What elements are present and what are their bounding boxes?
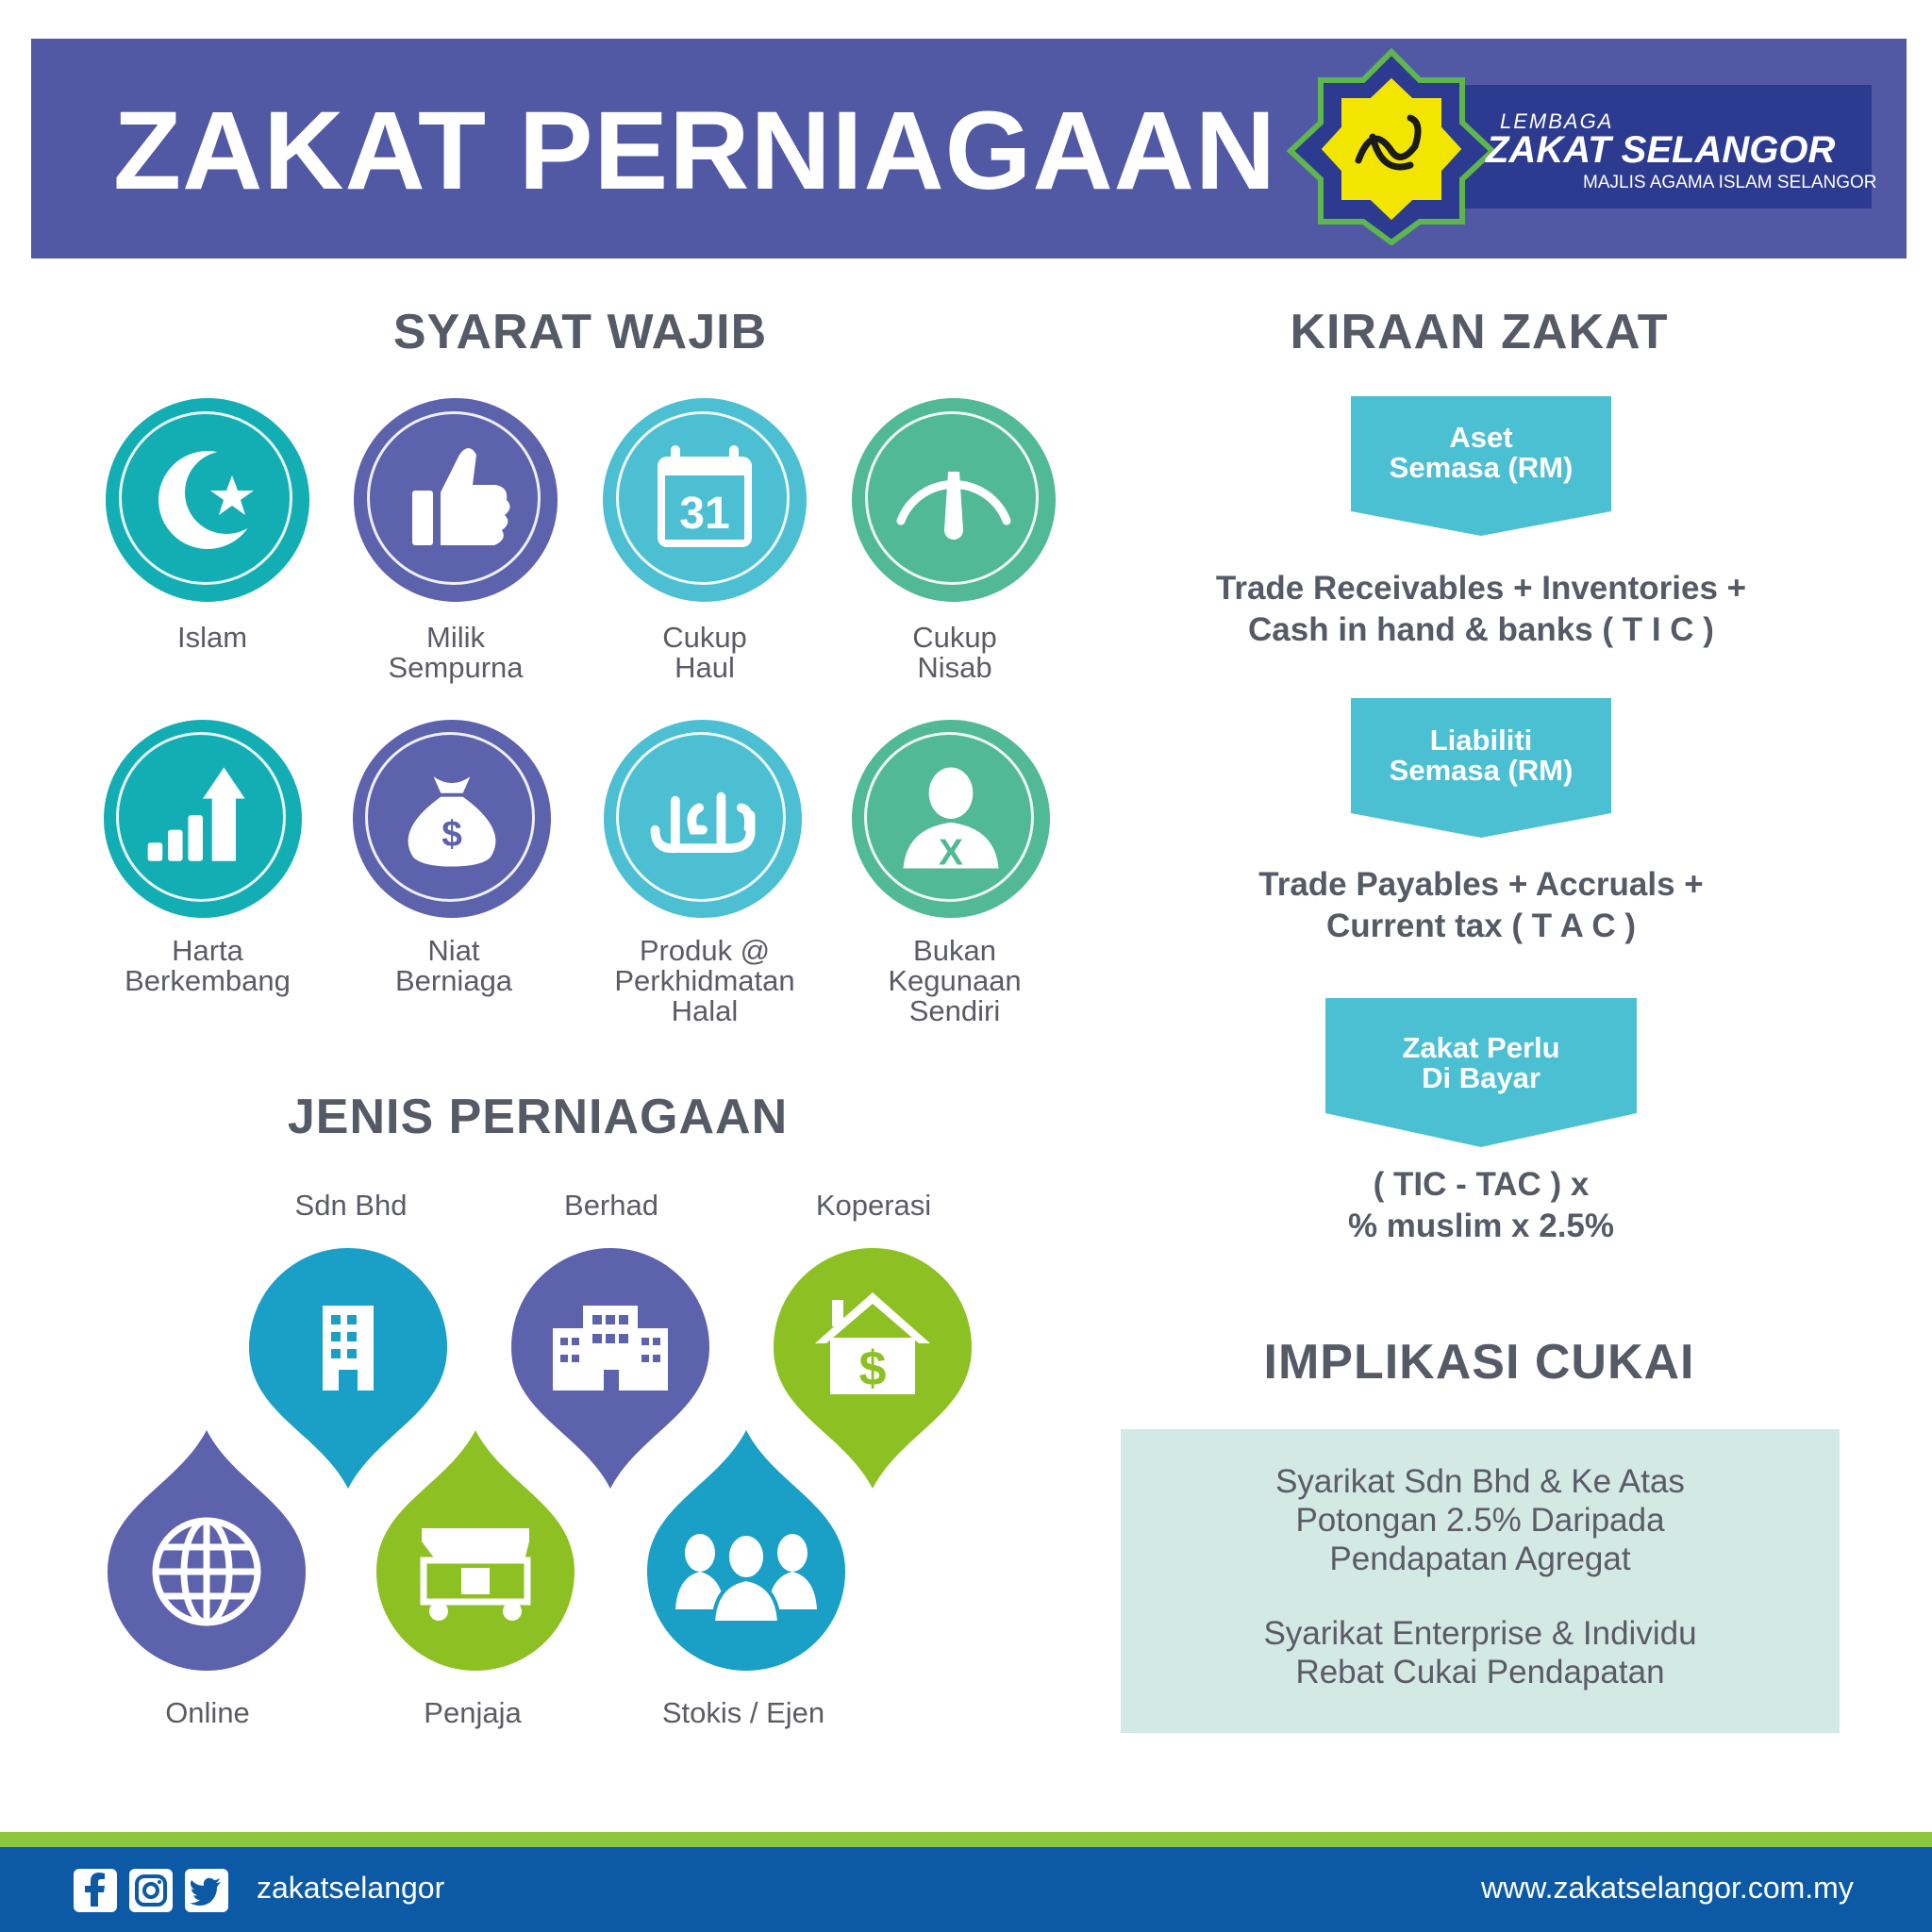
implikasi-para-2: Syarikat Enterprise & Individu Rebat Cukai Pendapatan	[1263, 1615, 1697, 1690]
syarat-label-niat: Niat Berniaga	[394, 934, 513, 997]
jenis-label-penjaja: Penjaja	[424, 1696, 522, 1729]
implikasi-para-1: Syarikat Sdn Bhd & Ke Atas Potongan 2.5% Daripada Pendapatan Agregat	[1275, 1463, 1685, 1577]
syarat-niat-circle	[353, 720, 551, 918]
zakat-selangor-emblem-icon	[1283, 47, 1500, 245]
syarat-label-halal: Produk @ Perkhidmatan Halal	[614, 934, 795, 1027]
syarat-harta-circle	[104, 720, 302, 918]
calendar-icon	[603, 398, 807, 602]
building-icon	[323, 1306, 374, 1391]
syarat-milik-circle	[354, 398, 558, 602]
money-bag-icon	[353, 720, 551, 918]
person-x-icon	[852, 720, 1050, 918]
thumbs-up-icon	[354, 398, 558, 602]
drop-penjaja	[371, 1424, 580, 1679]
syarat-halal-circle	[604, 720, 802, 918]
syarat-label-bukan: Bukan Kegunaan Sendiri	[888, 934, 1022, 1027]
syarat-haul-circle	[603, 398, 807, 602]
step-aset-label: Aset Semasa (RM)	[1389, 421, 1574, 484]
logo-text-mais: MAJLIS AGAMA ISLAM SELANGOR	[1583, 173, 1877, 192]
growth-chart-icon	[104, 720, 302, 918]
syarat-label-islam: Islam	[176, 621, 248, 654]
calendar-day-text: 31	[679, 489, 730, 539]
drop-online	[102, 1424, 311, 1679]
svg-text:$: $	[858, 1341, 887, 1396]
twitter-icon[interactable]	[185, 1869, 228, 1912]
implikasi-cukai-heading: IMPLIKASI CUKAI	[1263, 1335, 1695, 1390]
jenis-perniagaan-heading: JENIS PERNIAGAAN	[287, 1090, 789, 1144]
formula-tac: Trade Payables + Accruals + Current tax ( T A C )	[1258, 866, 1704, 944]
instagram-icon[interactable]	[129, 1869, 173, 1912]
syarat-nisab-circle	[852, 398, 1056, 602]
formula-zakat: ( TIC - TAC ) x % muslim x 2.5%	[1347, 1166, 1615, 1244]
halal-icon	[604, 720, 802, 918]
group-people-icon	[675, 1534, 817, 1623]
syarat-bukan-circle	[852, 720, 1050, 918]
kiraan-zakat-heading: KIRAAN ZAKAT	[1290, 305, 1669, 359]
jenis-label-koperasi: Koperasi	[815, 1189, 932, 1222]
logo-text-lembaga: LEMBAGA	[1500, 109, 1614, 133]
website-link[interactable]: www.zakatselangor.com.my	[1481, 1871, 1854, 1905]
jenis-label-online: Online	[165, 1696, 250, 1729]
gauge-icon	[852, 398, 1056, 602]
social-handle[interactable]: zakatselangor	[257, 1871, 445, 1905]
page-title: ZAKAT PERNIAGAAN	[113, 89, 1277, 213]
jenis-label-sdn-bhd: Sdn Bhd	[294, 1189, 408, 1222]
svg-text:X: X	[939, 832, 963, 874]
svg-text:$: $	[441, 814, 462, 856]
step-liabiliti-label: Liabiliti Semasa (RM)	[1389, 724, 1574, 787]
logo-text-zakat-selangor: ZAKAT SELANGOR	[1486, 129, 1836, 171]
formula-tic: Trade Receivables + Inventories + Cash in hand & banks ( T I C )	[1215, 570, 1747, 648]
syarat-label-harta: Harta Berkembang	[125, 934, 291, 997]
drop-stokis-ejen	[641, 1424, 851, 1679]
syarat-label-haul: Cukup Haul	[662, 621, 747, 684]
syarat-islam-circle	[106, 398, 309, 602]
crescent-star-icon	[106, 398, 309, 602]
jenis-label-stokis-ejen: Stokis / Ejen	[661, 1696, 825, 1729]
footer-stripe	[0, 1832, 1932, 1847]
syarat-wajib-heading: SYARAT WAJIB	[392, 305, 768, 359]
globe-icon	[156, 1521, 258, 1623]
jenis-label-berhad: Berhad	[564, 1189, 658, 1222]
syarat-label-milik: Milik Sempurna	[388, 621, 524, 684]
syarat-label-nisab: Cukup Nisab	[912, 621, 997, 684]
step-zakat-label: Zakat Perlu Di Bayar	[1402, 1031, 1560, 1094]
facebook-icon[interactable]	[74, 1869, 117, 1912]
